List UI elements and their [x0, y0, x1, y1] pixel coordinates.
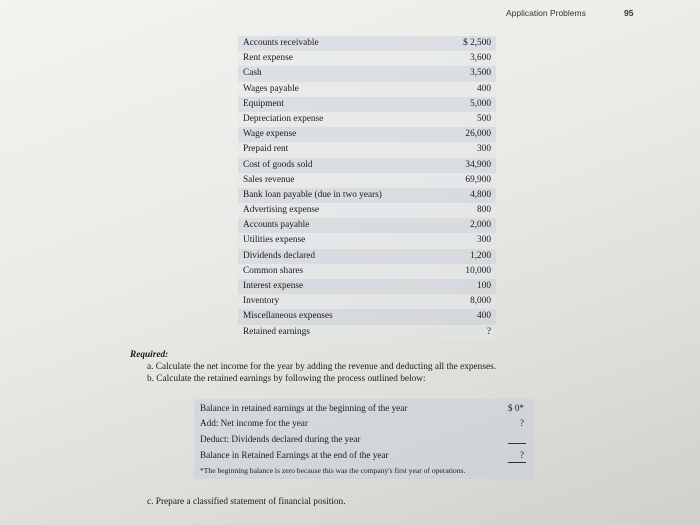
account-row: [238, 36, 496, 51]
box-footnote: *The beginning balance is zero because this was the company's first year of operations.: [200, 466, 466, 475]
account-amount: 3,600: [470, 53, 491, 64]
accounts-table: [238, 36, 496, 340]
account-amount: 1,200: [470, 250, 491, 261]
account-amount: 10,000: [465, 265, 491, 276]
account-row: [238, 66, 496, 81]
account-row: [238, 112, 496, 127]
account-name: Wages payable: [243, 83, 299, 94]
required-item-b: b. Calculate the retained earnings by following the process outlined below:: [147, 374, 426, 384]
account-name: Utilities expense: [243, 235, 306, 246]
account-row: [238, 218, 496, 233]
account-amount: ?: [486, 326, 491, 337]
account-row: [238, 97, 496, 112]
account-name: Dividends declared: [243, 250, 316, 261]
account-row: [238, 279, 496, 294]
account-amount: 300: [477, 235, 491, 246]
account-row: [238, 188, 496, 203]
account-name: Prepaid rent: [243, 144, 289, 155]
required-item-a: a. Calculate the net income for the year by adding the revenue and deducting all the expenses.: [147, 362, 497, 372]
account-row: [238, 158, 496, 173]
account-name: Sales revenue: [243, 174, 295, 185]
account-name: Miscellaneous expenses: [243, 311, 333, 322]
account-name: Interest expense: [243, 281, 304, 291]
account-name: Bank loan payable (due in two years): [243, 189, 382, 200]
account-name: Depreciation expense: [243, 113, 324, 124]
account-name: Common shares: [243, 265, 304, 276]
account-name: Cost of goods sold: [243, 159, 313, 170]
box-amount-beginning-balance: $ 0*: [507, 403, 524, 413]
account-name: Accounts payable: [243, 220, 310, 231]
account-amount: 4,800: [470, 189, 491, 200]
account-row: [238, 142, 496, 157]
box-row-dividends: Deduct: Dividends declared during the year: [200, 434, 361, 444]
account-row: [238, 294, 496, 309]
account-name: Rent expense: [243, 53, 293, 64]
account-row: [238, 249, 496, 264]
retained-earnings-box: [194, 399, 534, 479]
account-amount: 800: [477, 205, 491, 216]
account-amount: 300: [477, 144, 491, 155]
account-row: [238, 127, 496, 142]
account-name: Inventory: [243, 296, 280, 307]
account-amount: $ 2,500: [463, 38, 491, 48]
account-name: Accounts receivable: [243, 38, 319, 48]
account-amount: 34,900: [465, 159, 491, 170]
account-amount: 500: [477, 113, 491, 124]
account-amount: 69,900: [465, 174, 491, 185]
account-row: [238, 233, 496, 248]
account-row: [238, 203, 496, 218]
account-name: Retained earnings: [243, 326, 310, 337]
total-rule: [508, 462, 526, 463]
account-row: [238, 264, 496, 279]
account-amount: 8,000: [470, 296, 491, 307]
subtotal-rule: [508, 443, 526, 444]
account-row: [238, 173, 496, 188]
required-heading: Required:: [130, 350, 169, 360]
account-row: [238, 82, 496, 97]
account-name: Cash: [243, 68, 262, 79]
account-name: Equipment: [243, 98, 284, 109]
account-row: [238, 309, 496, 324]
account-name: Advertising expense: [243, 205, 320, 216]
account-amount: 5,000: [470, 98, 491, 109]
account-amount: 400: [477, 83, 491, 94]
running-head-title: Application Problems: [506, 8, 586, 18]
account-amount: 2,000: [470, 220, 491, 231]
box-row-beginning-balance: Balance in retained earnings at the beginning of the year: [200, 403, 408, 413]
box-amount-ending-balance: ?: [519, 450, 524, 460]
account-name: Wage expense: [243, 129, 297, 140]
account-amount: 3,500: [470, 68, 491, 79]
account-amount: 100: [477, 281, 491, 291]
box-row-net-income: Add: Net income for the year: [200, 418, 308, 428]
required-item-c: c. Prepare a classified statement of financial position.: [147, 497, 346, 507]
account-amount: 400: [477, 311, 491, 322]
account-amount: 26,000: [465, 129, 491, 140]
page-header: [0, 6, 700, 22]
box-amount-net-income: ?: [519, 418, 524, 428]
account-row: [238, 325, 496, 340]
account-row: [238, 51, 496, 66]
box-row-ending-balance: Balance in Retained Earnings at the end of the year: [200, 450, 389, 460]
page-number: 95: [624, 8, 634, 18]
